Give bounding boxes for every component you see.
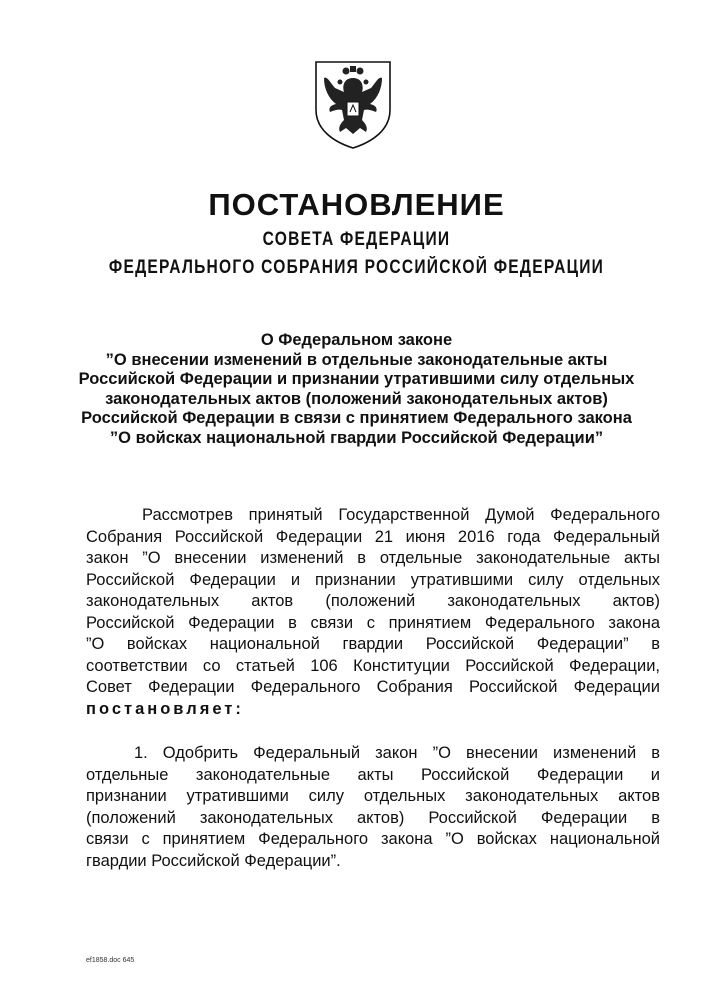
title-line: О Федеральном законе	[260, 331, 453, 349]
title-line: Российской Федерации и признании утратившими силу отдельных	[78, 370, 635, 389]
paragraph-line: Рассмотрев принятый Государственной Думой Федерального	[142, 506, 660, 524]
paragraph-line: (положений законодательных актов) Российской Федерации в	[86, 808, 660, 827]
paragraph-preamble	[86, 505, 660, 720]
title-line: ”О войсках национальной гвардии Российской Федерации”	[109, 428, 604, 447]
title-line: ”О внесении изменений в отдельные законодательные акты	[105, 350, 608, 369]
paragraph-line: гвардии Российской Федерации”.	[86, 851, 341, 870]
paragraph-line: отдельные законодательные акты Российской Федерации и	[86, 765, 660, 784]
russian-coat-of-arms-icon	[310, 58, 396, 150]
paragraph-line: соответствии со статьей 106 Конституции Российской Федерации,	[86, 656, 660, 675]
resolves-keyword: постановляет:	[86, 699, 244, 718]
paragraph-line: Российской Федерации и признании утратившими силу отдельных	[86, 570, 660, 589]
file-reference: ef1858.doc 645	[86, 957, 135, 964]
paragraph-line: Совет Федерации Федерального Собрания Российской Федерации	[86, 678, 660, 696]
paragraph-line: связи с принятием Федерального закона ”О войсках национальной	[86, 830, 660, 848]
paragraph-line: 1. Одобрить Федеральный закон ”О внесении изменений в	[134, 744, 660, 762]
paragraph-line: Российской Федерации в связи с принятием Федерального закона	[86, 613, 660, 632]
issuer-line-1: СОВЕТА ФЕДЕРАЦИИ	[262, 229, 451, 250]
paragraph-item-1	[86, 743, 660, 872]
paragraph-line: признании утратившими силу отдельных законодательных актов	[86, 787, 660, 805]
paragraph-line: законодательных актов (положений законодательных актов)	[86, 592, 660, 610]
issuer-line-2: ФЕДЕРАЛЬНОГО СОБРАНИЯ РОССИЙСКОЙ ФЕДЕРАЦИИ	[108, 257, 605, 278]
paragraph-line: ”О войсках национальной гвардии Российской Федерации” в	[86, 635, 660, 653]
document-title	[40, 331, 673, 449]
title-line: Российской Федерации в связи с принятием Федерального закона	[81, 409, 632, 428]
document-type-heading: ПОСТАНОВЛЕНИЕ	[208, 187, 505, 222]
title-line: законодательных актов (положений законодательных актов)	[105, 389, 608, 408]
paragraph-line: закон ”О внесении изменений в отдельные законодательные акты	[86, 549, 660, 567]
paragraph-line: Собрания Российской Федерации 21 июня 2016 года Федеральный	[86, 527, 660, 546]
